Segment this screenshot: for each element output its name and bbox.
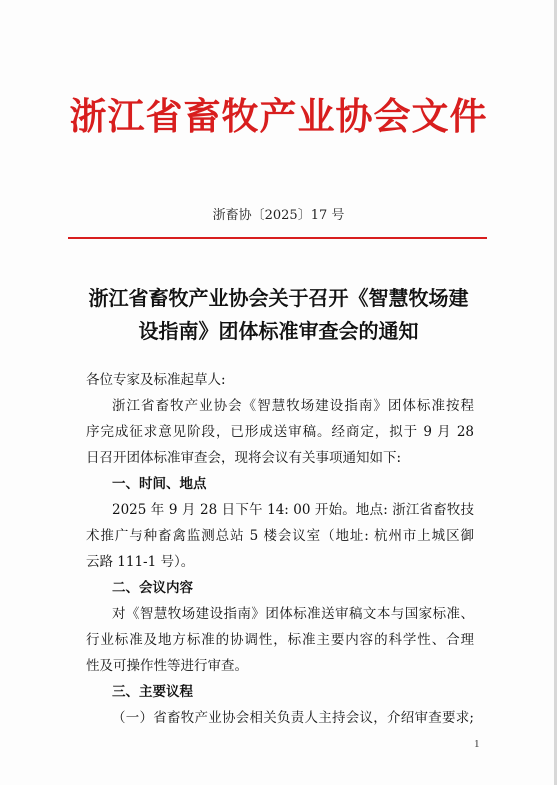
section-line: 术推广与种畜禽监测总站 5 楼会议室（地址: 杭州市上城区御 — [86, 528, 474, 544]
intro-line: 日召开团体标准审查会，现将会议有关事项通知如下: — [86, 450, 402, 466]
section-line: 性及可操作性等进行审查。 — [86, 658, 248, 674]
notice-title — [60, 282, 497, 348]
org-document-title: 浙江省畜牧产业协会文件 — [69, 94, 488, 138]
section-line: 行业标准及地方标准的协调性，标准主要内容的科学性、合理 — [86, 632, 474, 648]
section-line: 对《智慧牧场建设指南》团体标准送审稿文本与国家标准、 — [112, 606, 474, 622]
red-divider-line — [68, 237, 487, 239]
section-line: （一）省畜牧产业协会相关负责人主持会议，介绍审查要求; — [112, 710, 474, 726]
notice-title-line-1: 浙江省畜牧产业协会关于召开《智慧牧场建 — [88, 286, 469, 310]
notice-title-line-2: 设指南》团体标准审查会的通知 — [138, 319, 419, 343]
page-number: 1 — [474, 738, 480, 750]
section-heading: 二、会议内容 — [112, 580, 193, 596]
salutation: 各位专家及标准起草人: — [86, 372, 226, 388]
section-line: 云路 111-1 号）。 — [86, 554, 195, 570]
intro-line: 序完成征求意见阶段，已形成送审稿。经商定，拟于 9 月 28 — [86, 424, 474, 440]
document-number: 浙畜协〔2025〕17 号 — [212, 208, 345, 223]
section-heading: 三、主要议程 — [112, 684, 193, 700]
section-heading: 一、时间、地点 — [112, 476, 207, 492]
intro-line: 浙江省畜牧产业协会《智慧牧场建设指南》团体标准按程 — [112, 398, 474, 414]
section-line: 2025 年 9 月 28 日下午 14: 00 开始。地点: 浙江省畜牧技 — [112, 502, 474, 518]
